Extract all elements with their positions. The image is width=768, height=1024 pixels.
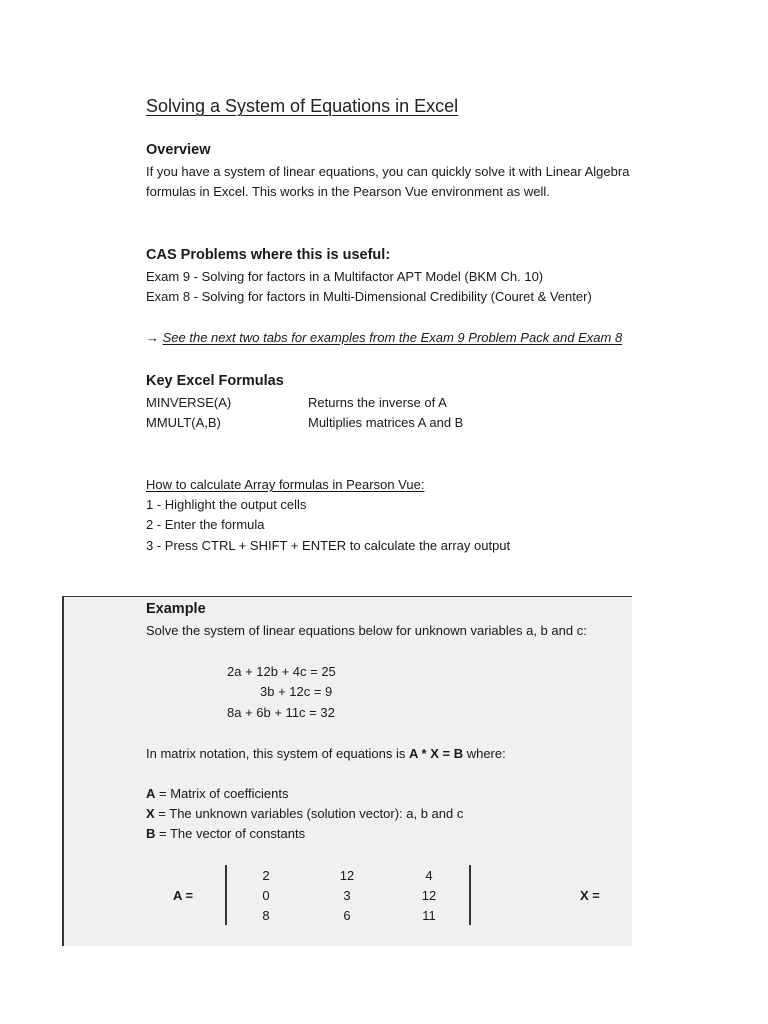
definition-x: X = The unknown variables (solution vector): a, b and c xyxy=(146,806,464,821)
matrix-cell: 2 xyxy=(262,868,270,883)
matrix-right-bracket xyxy=(469,865,471,925)
definition-a: A = Matrix of coefficients xyxy=(146,786,289,801)
overview-heading: Overview xyxy=(146,142,211,158)
matrix-cell: 11 xyxy=(422,908,436,923)
matrix-equation: A * X = B xyxy=(409,746,464,761)
array-step: 2 - Enter the formula xyxy=(146,517,265,532)
array-howto-heading: How to calculate Array formulas in Pearson Vue: xyxy=(146,477,425,492)
matrix-notation-line: In matrix notation, this system of equations is A * X = B where: xyxy=(146,746,506,761)
matrix-cell: 12 xyxy=(339,868,355,883)
formula-name: MMULT(A,B) xyxy=(146,415,221,430)
next-tabs-note xyxy=(146,330,622,346)
matrix-a-label: A = xyxy=(173,888,194,903)
example-intro: Solve the system of linear equations below for unknown variables a, b and c: xyxy=(146,623,587,638)
formula-description: Returns the inverse of A xyxy=(308,395,447,410)
cas-problem-item: Exam 9 - Solving for factors in a Multifactor APT Model (BKM Ch. 10) xyxy=(146,269,544,284)
page-title: Solving a System of Equations in Excel xyxy=(146,96,459,116)
formula-description: Multiplies matrices A and B xyxy=(308,415,464,430)
arrow-right-icon: → xyxy=(146,330,159,345)
matrix-cell: 0 xyxy=(262,888,270,903)
overview-line-2: formulas in Excel. This works in the Pearson Vue environment as well. xyxy=(146,184,550,199)
matrix-cell: 6 xyxy=(343,908,351,923)
array-step: 3 - Press CTRL + SHIFT + ENTER to calculate the array output xyxy=(146,538,511,553)
matrix-left-bracket xyxy=(225,865,227,925)
formula-name: MINVERSE(A) xyxy=(146,395,232,410)
matrix-x-label: X = xyxy=(580,888,600,903)
matrix-cell: 8 xyxy=(262,908,270,923)
next-tabs-link[interactable]: See the next two tabs for examples from the Exam 9 Problem Pack and Exam 8 xyxy=(162,330,623,345)
definition-b: B = The vector of constants xyxy=(146,826,306,841)
equation-2: 3b + 12c = 9 xyxy=(260,684,333,699)
matrix-cell: 3 xyxy=(343,888,351,903)
equation-3: 8a + 6b + 11c = 32 xyxy=(227,705,335,720)
array-step: 1 - Highlight the output cells xyxy=(146,497,307,512)
cas-problem-item: Exam 8 - Solving for factors in Multi-Dimensional Credibility (Couret & Venter) xyxy=(146,289,592,304)
matrix-cell: 12 xyxy=(421,888,437,903)
equation-1: 2a + 12b + 4c = 25 xyxy=(227,664,336,679)
key-formulas-heading: Key Excel Formulas xyxy=(146,373,284,389)
matrix-cell: 4 xyxy=(425,868,433,883)
example-heading: Example xyxy=(146,601,206,617)
overview-line-1: If you have a system of linear equations, you can quickly solve it with Linear Algebra xyxy=(146,164,630,179)
cas-problems-heading: CAS Problems where this is useful: xyxy=(146,247,391,263)
